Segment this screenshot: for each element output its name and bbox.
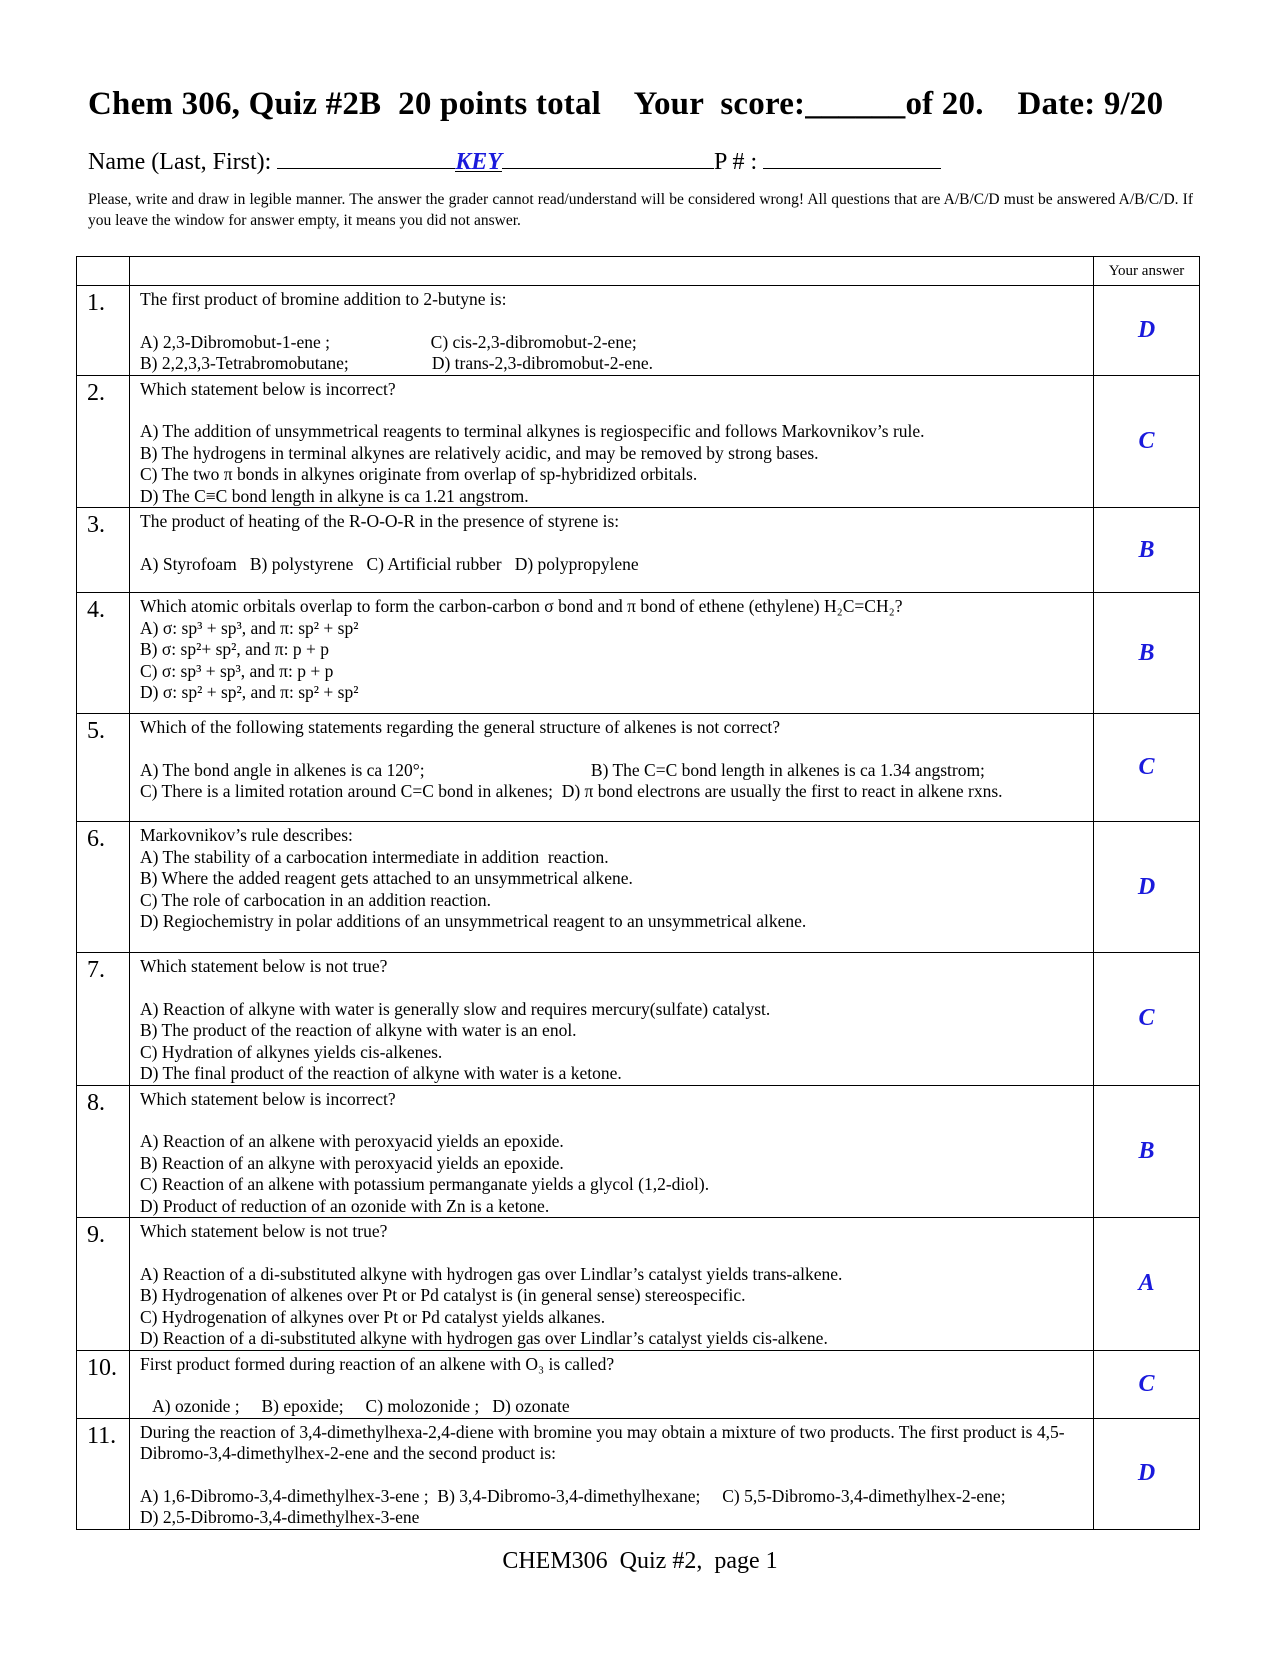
answer-option: B) σ: sp²+ sp², and π: p + p — [140, 639, 329, 659]
question-body — [130, 1418, 1094, 1529]
name-blank-right — [502, 146, 714, 169]
answer-option: B) 2,2,3,3-Tetrabromobutane; D) trans-2,3-dibromobut-2-ene. — [140, 353, 653, 373]
question-row — [77, 953, 1200, 1086]
name-blank-left — [277, 146, 455, 169]
question-text: Which statement below is not true? — [140, 956, 388, 976]
question-row — [77, 1085, 1200, 1218]
question-number: 5. — [77, 714, 130, 822]
answer-option: D) The final product of the reaction of alkyne with water is a ketone. — [140, 1063, 622, 1083]
question-body — [130, 1350, 1094, 1418]
question-body — [130, 508, 1094, 593]
question-number: 2. — [77, 375, 130, 508]
answer-option: A) Reaction of an alkene with peroxyacid yields an epoxide. — [140, 1131, 564, 1151]
answer-option: D) 2,5-Dibromo-3,4-dimethylhex-3-ene — [140, 1507, 420, 1527]
p-number-label: P # : — [713, 149, 764, 175]
answer-cell: C — [1094, 714, 1200, 822]
answer-option: A) σ: sp³ + sp³, and π: sp² + sp² — [140, 617, 359, 638]
answer-cell: B — [1094, 508, 1200, 593]
p-number-blank — [763, 146, 941, 169]
question-body — [130, 1085, 1094, 1218]
answer-option: D) Reaction of a di-substituted alkyne with hydrogen gas over Lindlar’s catalyst yields cis-alkene. — [140, 1328, 828, 1348]
name-line — [88, 146, 941, 176]
answer-option: C) Reaction of an alkene with potassium permanganate yields a glycol (1,2-diol). — [140, 1174, 710, 1194]
question-number: 7. — [77, 953, 130, 1086]
question-row — [77, 1218, 1200, 1351]
answer-column-header: Your answer — [1094, 257, 1200, 286]
instructions: Please, write and draw in legible manner. The answer the grader cannot read/understand will be considered wrong! All questions that are A/B/C/D must be answered A/B/C/D. If you leave the window for answer empty, it means you did not answer. — [88, 191, 1193, 229]
answer-option: A) The stability of a carbocation intermediate in addition reaction. — [140, 846, 609, 867]
question-body — [130, 953, 1094, 1086]
question-number: 8. — [77, 1085, 130, 1218]
answer-cell: B — [1094, 1085, 1200, 1218]
question-body — [130, 1218, 1094, 1351]
answer-option: D) Product of reduction of an ozonide with Zn is a ketone. — [140, 1195, 550, 1216]
answer-cell: D — [1094, 286, 1200, 376]
question-row — [77, 1350, 1200, 1418]
answer-option: C) Hydration of alkynes yields cis-alkenes. — [140, 1041, 443, 1062]
answer-option: A) The bond angle in alkenes is ca 120°; B) The C=C bond length in alkenes is ca 1.34 angstrom; — [140, 759, 985, 780]
answer-option: C) σ: sp³ + sp³, and π: p + p — [140, 660, 334, 681]
answer-option: A) ozonide ; B) epoxide; C) molozonide ; D) ozonate — [140, 1396, 570, 1416]
question-text: Markovnikov’s rule describes: — [140, 825, 353, 845]
question-body — [130, 822, 1094, 953]
question-text: First product formed during reaction of an alkene with O₃ is called? — [140, 1353, 615, 1374]
question-row — [77, 508, 1200, 593]
question-text: The first product of bromine addition to 2-butyne is: — [140, 289, 507, 309]
answer-cell: D — [1094, 822, 1200, 953]
question-text: The product of heating of the R-O-O-R in the presence of styrene is: — [140, 511, 620, 531]
question-number: 11. — [77, 1418, 130, 1529]
answer-cell: C — [1094, 1350, 1200, 1418]
question-text: Which of the following statements regarding the general structure of alkenes is not correct? — [140, 717, 780, 737]
answer-option: C) Hydrogenation of alkynes over Pt or Pd catalyst yields alkanes. — [140, 1306, 606, 1327]
answer-cell: B — [1094, 593, 1200, 714]
answer-option: D) σ: sp² + sp², and π: sp² + sp² — [140, 682, 359, 702]
question-number: 9. — [77, 1218, 130, 1351]
header-question-cell — [130, 257, 1094, 286]
question-number: 6. — [77, 822, 130, 953]
answer-option: D) The C≡C bond length in alkyne is ca 1.21 angstrom. — [140, 485, 529, 506]
table-header-row — [77, 257, 1200, 286]
page-footer: CHEM306 Quiz #2, page 1 — [502, 1548, 778, 1574]
answer-option: B) Reaction of an alkyne with peroxyacid yields an epoxide. — [140, 1152, 564, 1173]
question-text: During the reaction of 3,4-dimethylhexa-2,4-diene with bromine you may obtain a mixture of two products. The first product is 4,5-Dibromo-3,4-dimethylhex-2-ene and the second product is: — [140, 1421, 1065, 1463]
answer-option: A) Reaction of alkyne with water is generally slow and requires mercury(sulfate) catalyst. — [140, 998, 771, 1019]
question-row — [77, 714, 1200, 822]
question-text: Which statement below is incorrect? — [140, 378, 396, 399]
answer-option: B) The hydrogens in terminal alkynes are relatively acidic, and may be removed by strong bases. — [140, 442, 819, 463]
question-body — [130, 286, 1094, 376]
question-body — [130, 375, 1094, 508]
answer-option: A) The addition of unsymmetrical reagents to terminal alkynes is regiospecific and follows Markovnikov’s rule. — [140, 421, 925, 441]
answer-option: C) The two π bonds in alkynes originate from overlap of sp-hybridized orbitals. — [140, 464, 698, 484]
question-number: 4. — [77, 593, 130, 714]
answer-option: D) Regiochemistry in polar additions of an unsymmetrical reagent to an unsymmetrical alkene. — [140, 911, 807, 931]
answer-option: C) There is a limited rotation around C=C bond in alkenes; D) π bond electrons are usually the first to react in alkene rxns. — [140, 781, 1003, 801]
question-row — [77, 822, 1200, 953]
question-text: Which atomic orbitals overlap to form the carbon-carbon σ bond and π bond of ethene (ethylene) H₂C=CH₂? — [140, 596, 903, 616]
key-label: KEY — [455, 149, 502, 175]
question-number: 10. — [77, 1350, 130, 1418]
answer-option: B) Hydrogenation of alkenes over Pt or Pd catalyst is (in general sense) stereospecific. — [140, 1285, 746, 1305]
answer-option: B) The product of the reaction of alkyne with water is an enol. — [140, 1020, 577, 1040]
question-body — [130, 593, 1094, 714]
question-row — [77, 286, 1200, 376]
answer-cell: C — [1094, 953, 1200, 1086]
quiz-table — [76, 256, 1200, 1530]
answer-option: A) Styrofoam B) polystyrene C) Artificial rubber D) polypropylene — [140, 553, 639, 574]
answer-option: A) 2,3-Dibromobut-1-ene ; C) cis-2,3-dibromobut-2-ene; — [140, 331, 637, 352]
question-number: 3. — [77, 508, 130, 593]
answer-cell: C — [1094, 375, 1200, 508]
question-number: 1. — [77, 286, 130, 376]
quiz-title: Chem 306, Quiz #2B 20 points total Your score:______of 20. Date: 9/20 — [88, 86, 1164, 122]
answer-option: C) The role of carbocation in an addition reaction. — [140, 889, 492, 910]
question-text: Which statement below is not true? — [140, 1221, 388, 1241]
question-row — [77, 593, 1200, 714]
question-row — [77, 375, 1200, 508]
answer-option: A) Reaction of a di-substituted alkyne with hydrogen gas over Lindlar’s catalyst yields trans-alkene. — [140, 1263, 843, 1284]
header-num-cell — [77, 257, 130, 286]
question-body — [130, 714, 1094, 822]
answer-option: A) 1,6-Dibromo-3,4-dimethylhex-3-ene ; B) 3,4-Dibromo-3,4-dimethylhexane; C) 5,5-Dibromo-3,4-dimethylhex-2-ene; — [140, 1485, 1006, 1506]
answer-cell: D — [1094, 1418, 1200, 1529]
question-row — [77, 1418, 1200, 1529]
answer-cell: A — [1094, 1218, 1200, 1351]
question-text: Which statement below is incorrect? — [140, 1088, 396, 1109]
answer-option: B) Where the added reagent gets attached to an unsymmetrical alkene. — [140, 868, 633, 888]
name-label: Name (Last, First): — [88, 149, 278, 175]
